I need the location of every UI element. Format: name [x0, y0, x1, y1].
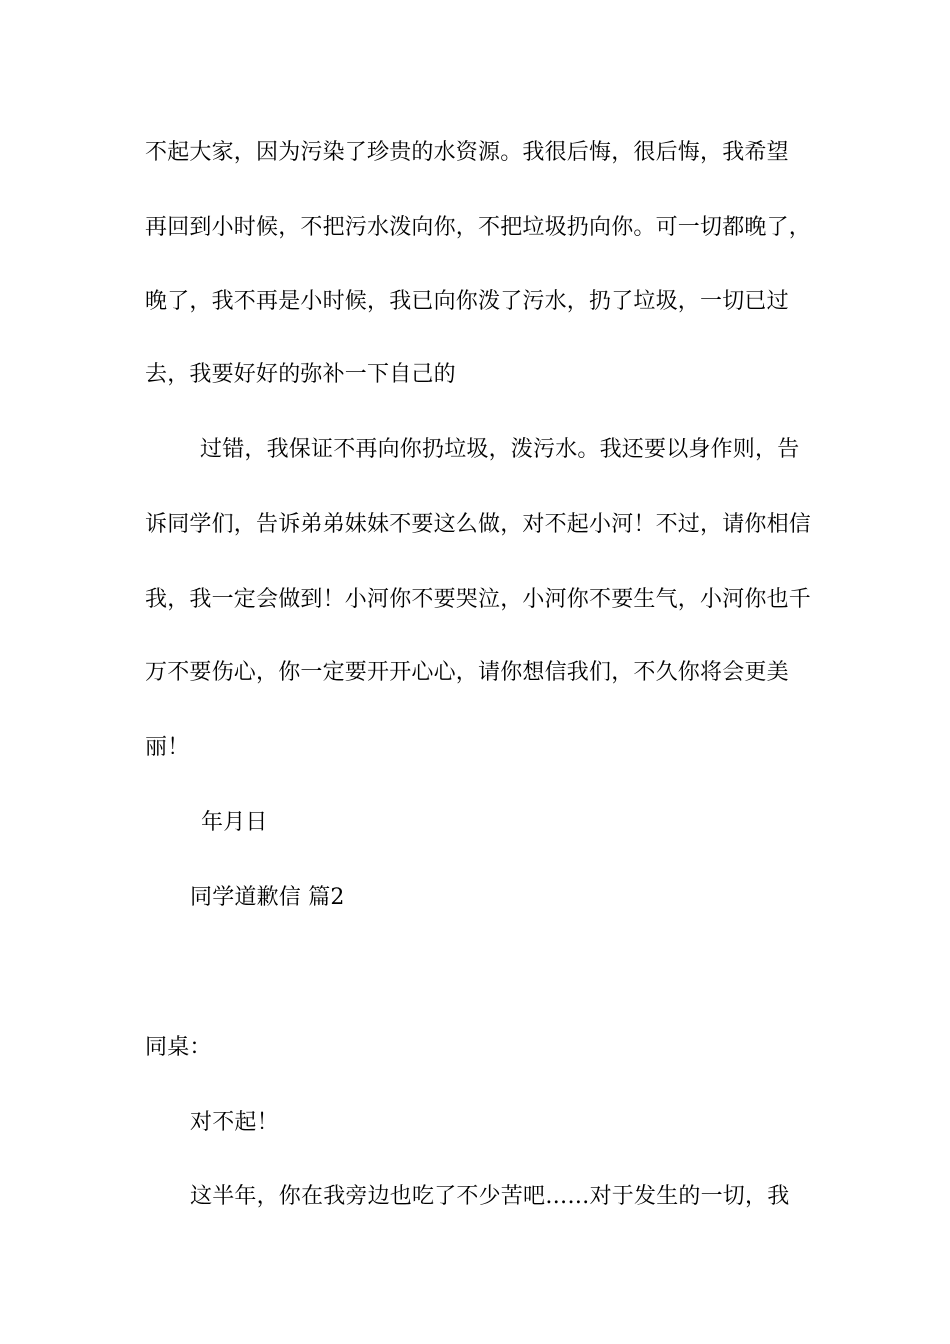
text-line: 丽！: [145, 735, 190, 760]
date-line: 年月日: [201, 810, 268, 835]
text-line: 这半年，你在我旁边也吃了不少苦吧……对于发生的一切，我: [190, 1184, 790, 1209]
text-line: 晚了，我不再是小时候，我已向你泼了污水，扔了垃圾，一切已过: [145, 289, 789, 314]
text-line: 对不起！: [190, 1110, 279, 1135]
text-line: 去，我要好好的弥补一下自己的: [145, 362, 456, 387]
section-heading: 同学道歉信 篇2: [190, 885, 345, 910]
text-line: 万不要伤心，你一定要开开心心，请你想信我们，不久你将会更美: [145, 660, 789, 685]
text-line: 不起大家，因为污染了珍贵的水资源。我很后悔，很后悔，我希望: [145, 140, 789, 165]
text-line: 过错，我保证不再向你扔垃圾，泼污水。我还要以身作则，告: [200, 437, 800, 462]
salutation: 同桌：: [145, 1035, 212, 1060]
text-line: 再回到小时候，不把污水泼向你，不把垃圾扔向你。可一切都晚了，: [145, 215, 812, 240]
text-line: 我，我一定会做到！小河你不要哭泣，小河你不要生气，小河你也千: [145, 587, 812, 612]
text-line: 诉同学们，告诉弟弟妹妹不要这么做，对不起小河！不过，请你相信: [145, 512, 812, 537]
